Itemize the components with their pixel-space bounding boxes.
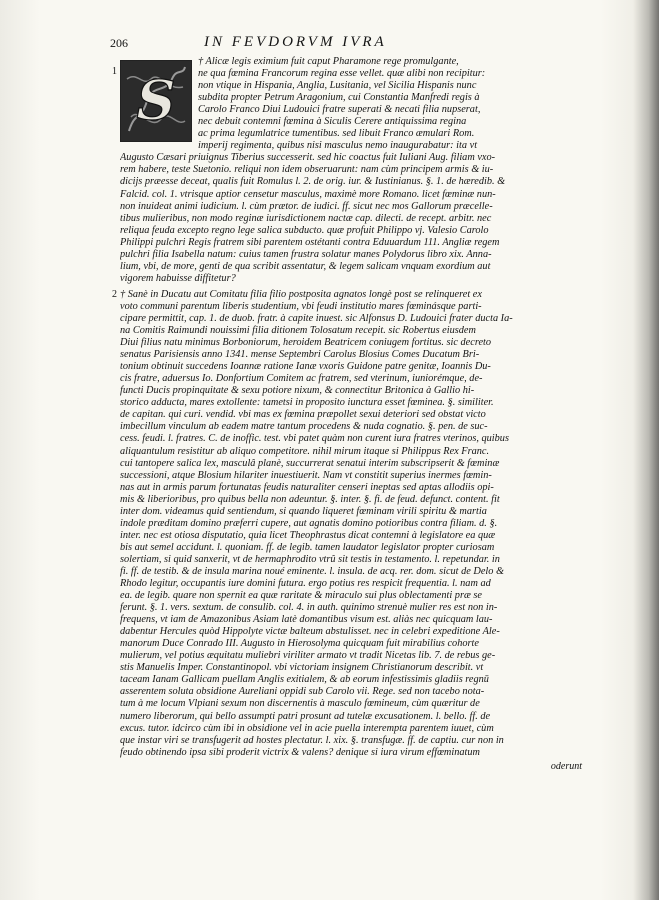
text-line: inter. nec est otiosa disputatio, quia licet Theophrastus dicat contemni à legislatore ea quæ (120, 529, 496, 541)
text-line: Augusto Cæsari priuignus Tiberius successerit. sed hic coactus fuit Iuliani Aug. filiam vxo- (120, 152, 496, 164)
text-line: excus. tutor. idcirco cùm ibi in obsidione vel in acie puella interempta parentem iuuet, cùm (120, 722, 494, 734)
text-line: cipare permittit, cap. 1. de duob. fratr. à capite inuest. sic Alfonsus D. Ludouici frater ducta Ia- (120, 312, 513, 324)
text-line: † Alicæ legis eximium fuit caput Pharamone rege promulgante, (198, 56, 459, 67)
paragraph-2-wrapper (112, 288, 582, 772)
text-line: non vtique in Hispania, Anglia, Lusitania, vel Sicilia Hispanis nunc (198, 80, 477, 92)
text-line: Falcid. col. 1. vtrisque aptior censetur masculus, maximè more Romano. licet fœminæ nun- (120, 188, 496, 200)
text-line: tonium obtinuit succedens Ioannæ ratione Ianæ vxoris Guidone patre genitæ, Ioannis Du- (120, 361, 491, 373)
text-line: bis aut semel accidunt. l. quoniam. ff. de legib. tamen laudator legislator propter curiosam (120, 541, 495, 553)
text-line: de capitan. qui curi. vendid. vbi mas ex fœmina præpollet sexui deteriori sed obstat victo (120, 409, 486, 421)
text-line: storico adducta, mares extollente: tametsi in proposito iunctura esset fœminea. §. similiter. (120, 397, 494, 409)
text-line: ferunt. §. 1. vers. sextum. de consulib. col. 4. in auth. quinimo strenuè mulier res est non in- (120, 602, 498, 614)
text-line: asserentem soluta obsidione Aureliani oppidi sub Carolo vii. Rege. sed non tacebo nota- (120, 686, 485, 698)
text-line: imperij regimenta, quibus nisi masculus nemo inaugurabatur: ita vt (198, 140, 478, 152)
text-line: taceam Ianam Gallicam puellam Anglis exitialem, & ab eorum infestissimis gladiis regnū (120, 674, 489, 686)
text-line: Diui filius natu minimus Borboniorum, heroidem Beatricem coniugem fortitus. sic decreto (120, 337, 492, 349)
text-line: tum à me locum Vlpiani sexum non discernentis à masculo fœmineum, cùm quæritur de (120, 698, 480, 710)
text-line: numero liberorum, qui bello assumpti patri prosunt ad tutelæ excusationem. l. bello. ff. de (120, 710, 491, 722)
text-line: indole præditam domino præferri cupere, aut agnatis domino potioribus contra filiam. d. §. (120, 517, 498, 529)
text-line: inter dom. videamus quid sentiendum, si quando liqueret fœminam virili spiritu & martia (120, 505, 487, 517)
page-gutter-shadow (633, 0, 659, 900)
text-line: fi. ff. de testib. & de insula marina noué eminente. l. insula. de acq. rer. dom. sicut de Delo & (120, 565, 504, 577)
text-line: imbecillum vinculum ab eadem matre tantum procedens & nuda cognatio. §. pen. de suc- (120, 421, 488, 433)
text-line: ne qua fœmina Francorum regina esse vellet. quæ alibi non recipitur: (198, 68, 486, 80)
text-line: tibus mulieribus, non modo reginæ iurisdictionem nactæ cap. dilecti. de recept. arbitr. nec (120, 212, 492, 224)
paragraph-marker: 1 (112, 66, 117, 77)
text-line: ac prima legumlatrice tumentibus. sed libuit Franco æmulari Rom. (198, 128, 475, 140)
catchword: oderunt (550, 760, 582, 772)
text-line: feudo obtinendo ipsa sibi proderit victrix & valens? denique si iura virum effœminatum (120, 746, 480, 758)
paragraph-2 (120, 289, 582, 759)
page-header (110, 34, 588, 56)
text-line: aliquantulum resistitur ab aliquo competitore. nihil mirum itaque si Philippus Rex Franc. (120, 445, 490, 457)
text-line: nec debuit contemni fœmina à Siculis Cerere antiquissima regina (198, 116, 467, 128)
text-line: stis Manuelis Imper. Constantinopol. vbi victoriam insignem Christianorum describit. vt (120, 662, 484, 674)
text-line: pulchri filia Isabella natum: cuius tamen frustra solatur manes Polydorus libro xix. Anna- (120, 248, 492, 260)
text-line: successioni, atque Blosium hilariter inuestiuerit. Nam vt constitit superius inermes fœmin- (120, 469, 492, 481)
text-line: lium, vbi, de more, genti de qua scribit assentatur, & legem salicam vnquam exordium aut (120, 260, 491, 272)
text-line: rem habere, teste Suetonio. reliqui non idem obseruarunt: nam cùm principem armis & iu- (120, 164, 494, 176)
text-line: Carolo Franco Diui Ludouici fratre superati & necati filia nupserat, (198, 104, 481, 116)
text-line: functi Ducis propinquitate & sexu potiore nixum, & connectitur Britonica à Gallio hi- (120, 385, 475, 397)
text-line: cess. feudi. l. fratres. C. de inoffic. test. vbi patet quàm non curent iura fratres vterinos, quibus (120, 433, 509, 445)
text-line: na Comitis Raimundi nouissimi filia ditionem Tolosatum recepit. sic Robertus eiusdem (120, 325, 476, 337)
drop-cap-graphic (121, 61, 191, 141)
text-line: mulierum, vel potius æquitatu muliebri viriliter armato vt tradit Nicetas lib. 7. de rebus ge- (120, 650, 496, 662)
page-number: 206 (110, 36, 128, 50)
ornamental-initial-icon (120, 60, 192, 142)
text-line: que instar viri se transfugerit ad hostes plectatur. l. xix. §. transfugæ. ff. de captiu. cur non in (120, 734, 504, 746)
text-line: manorum Duce Conrado III. Augusto in Hierosolyma quicquam fuit mirabilius cohorte (120, 638, 479, 650)
text-line: Rhodo legitur, occupantis iure domini futura. ergo potius res respicit frequentia. l. nam ad (120, 578, 491, 590)
text-line: frequens, vt iam de Amazonibus Asiam latè domantibus visum est. aliàs nec quicquam lau- (120, 614, 493, 626)
svg-text:S: S (136, 68, 176, 132)
text-line: mis & liberioribus, pro quibus bella non adeuntur. §. inter. §. fi. de feud. defunct. content. fit (120, 493, 500, 505)
text-line: subdita propter Petrum Aragonium, cui Constantia Manfredi regis à (198, 92, 480, 104)
text-line: dabentur Hercules quòd Hippolyte victæ balteum abstulisset. nec in celebri expeditione Ale- (120, 626, 500, 638)
text-line: reliqua feuda excepto regno lege salica subducto. quæ profuit Philippo vj. Valesio Carolo (120, 224, 489, 236)
text-line: senatus Parisiensis anno 1341. mense Septembri Carolus Blosius Comes Ducatum Bri- (120, 349, 480, 361)
text-line: solertiam, si quid sanxerit, vt de hermaphrodito vtrû sit testis in testamento. l. repetundar. in (120, 553, 500, 565)
text-line: cis fratre, aduersus Io. Donfortium Comitem ac fratrem, sed vterinum, iuniorémque, de- (120, 373, 483, 385)
text-line: voto communi parentum liberis studentium, vbi feudi institutio mares fœminásque parti- (120, 300, 482, 312)
text-line: non inuideat animi iudicium. l. cùm prætor. de iudici. ff. sicut nec mos Gallorum præcelle- (120, 200, 493, 212)
text-line: vigorem habuisse diffitetur? (120, 272, 236, 284)
running-title: IN FEVDORVM IVRA (204, 34, 387, 50)
text-line: ea. de legib. quare non spernit ea quæ raritate & miraculo sui plus oblectamenti præ se (120, 590, 482, 602)
main-text (112, 56, 582, 772)
text-line: cui tantopere salica lex, masculâ planè, succurrerat senatui interim subscripserit & fœminæ (120, 457, 500, 469)
paragraph-marker: 2 (112, 288, 117, 300)
text-line: † Sanè in Ducatu aut Comitatu filia filio postposita agnatos longè post se relinqueret ex (120, 288, 482, 300)
text-line: nas aut in armis parum fortunatas feudis naturaliter censeri ineptas sed aptas allodiis opi- (120, 481, 494, 493)
text-line: dicijs præesse deceat, qualis fuit Romulus l. 2. de orig. iur. & Iustinianus. §. 1. de hæredib. & (120, 176, 506, 188)
text-line: Philippi pulchri Regis fratrem sibi parentem ostétanti contra Eduuardum 111. Angliæ regem (120, 236, 500, 248)
